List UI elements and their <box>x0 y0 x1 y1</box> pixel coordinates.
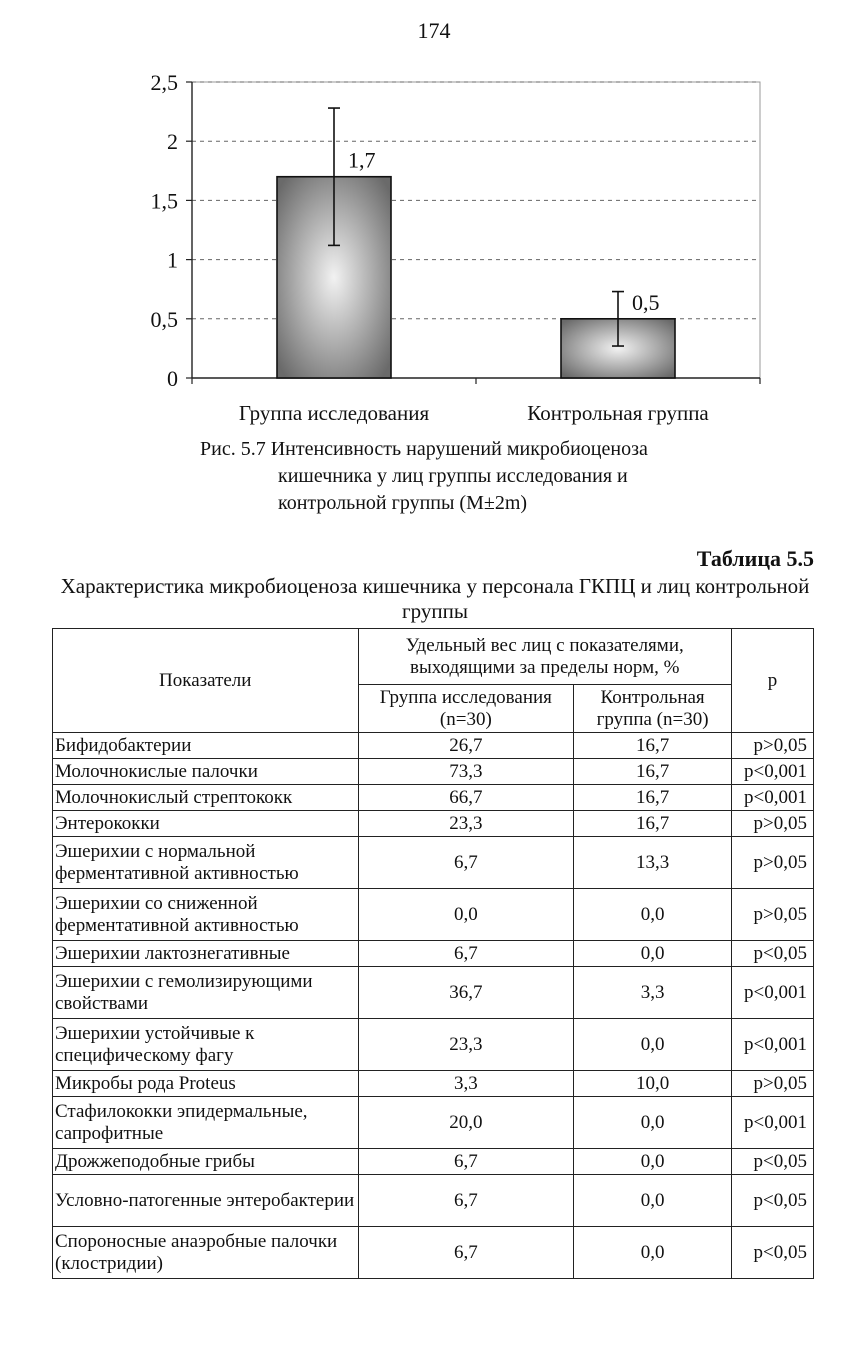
x-tick-label: Контрольная группа <box>527 401 709 425</box>
y-tick-label: 1 <box>167 247 178 273</box>
row-p-value: р>0,05 <box>732 889 814 941</box>
row-control-value: 16,7 <box>574 759 732 785</box>
row-indicator: Эшерихии устойчивые к специфическому фагу <box>53 1019 359 1071</box>
table-row <box>53 837 814 889</box>
row-study-value: 23,3 <box>358 1019 574 1071</box>
row-indicator: Спороносные анаэробные палочки (клостридии) <box>53 1227 359 1279</box>
figure-caption-line: контрольной группы (M±2m) <box>278 492 528 514</box>
table-row <box>53 1149 814 1175</box>
row-p-value: р<0,05 <box>732 1175 814 1227</box>
table-row <box>53 1071 814 1097</box>
header-study-group: Группа исследования (n=30) <box>358 685 574 733</box>
x-tick-label: Группа исследования <box>238 401 430 425</box>
row-indicator: Дрожжеподобные грибы <box>53 1149 359 1175</box>
row-control-value: 13,3 <box>574 837 732 889</box>
row-control-value: 16,7 <box>574 733 732 759</box>
row-control-value: 0,0 <box>574 1227 732 1279</box>
table-row <box>53 941 814 967</box>
y-tick-label: 1,5 <box>150 188 178 214</box>
y-tick-label: 2,5 <box>150 70 178 95</box>
table-row <box>53 811 814 837</box>
row-study-value: 20,0 <box>358 1097 574 1149</box>
header-p: р <box>732 629 814 733</box>
row-indicator: Бифидобактерии <box>53 733 359 759</box>
table-row <box>53 967 814 1019</box>
row-study-value: 6,7 <box>358 1149 574 1175</box>
row-p-value: р<0,001 <box>732 759 814 785</box>
row-study-value: 0,0 <box>358 889 574 941</box>
table-title: Характеристика микробиоценоза кишечника у персонала ГКПЦ и лиц контрольной группы <box>60 574 810 623</box>
header-share: Удельный вес лиц с показателями, выходящими за пределы норм, % <box>358 629 731 685</box>
row-indicator: Эшерихии лактознегативные <box>53 941 359 967</box>
row-indicator: Молочнокислый стрептококк <box>53 785 359 811</box>
row-study-value: 6,7 <box>358 1175 574 1227</box>
row-indicator: Микробы рода Proteus <box>53 1071 359 1097</box>
table-row <box>53 1097 814 1149</box>
row-study-value: 26,7 <box>358 733 574 759</box>
row-control-value: 0,0 <box>574 941 732 967</box>
figure-caption-line: кишечника у лиц группы исследования и <box>278 465 628 487</box>
row-p-value: р<0,001 <box>732 1097 814 1149</box>
row-study-value: 23,3 <box>358 811 574 837</box>
table-label: Таблица 5.5 <box>696 546 814 571</box>
row-p-value: р<0,001 <box>732 1019 814 1071</box>
row-study-value: 6,7 <box>358 837 574 889</box>
row-p-value: р<0,05 <box>732 1227 814 1279</box>
row-control-value: 0,0 <box>574 889 732 941</box>
y-tick-label: 2 <box>167 129 178 155</box>
row-control-value: 0,0 <box>574 1019 732 1071</box>
microbiocenosis-table <box>52 628 814 1279</box>
header-indicator: Показатели <box>53 629 359 733</box>
figure-caption-line: Рис. 5.7 Интенсивность нарушений микробиоценоза <box>200 438 648 460</box>
row-indicator: Эшерихии со сниженной ферментативной активностью <box>53 889 359 941</box>
row-study-value: 6,7 <box>358 941 574 967</box>
row-indicator: Эшерихии с нормальной ферментативной активностью <box>53 837 359 889</box>
row-control-value: 16,7 <box>574 811 732 837</box>
row-indicator: Энтерококки <box>53 811 359 837</box>
row-p-value: р<0,001 <box>732 785 814 811</box>
table-row <box>53 1175 814 1227</box>
row-control-value: 0,0 <box>574 1149 732 1175</box>
table-row <box>53 1019 814 1071</box>
row-p-value: р<0,05 <box>732 1149 814 1175</box>
table-row <box>53 759 814 785</box>
row-control-value: 16,7 <box>574 785 732 811</box>
row-indicator: Молочнокислые палочки <box>53 759 359 785</box>
table-row <box>53 1227 814 1279</box>
table-row <box>53 889 814 941</box>
data-label: 1,7 <box>348 147 376 173</box>
row-control-value: 0,0 <box>574 1097 732 1149</box>
row-study-value: 3,3 <box>358 1071 574 1097</box>
row-study-value: 73,3 <box>358 759 574 785</box>
data-label: 0,5 <box>632 289 660 315</box>
table-row <box>53 733 814 759</box>
row-indicator: Стафилококки эпидермальные, сапрофитные <box>53 1097 359 1149</box>
row-study-value: 66,7 <box>358 785 574 811</box>
table-row <box>53 785 814 811</box>
page-number: 174 <box>417 18 451 43</box>
row-control-value: 3,3 <box>574 967 732 1019</box>
y-tick-label: 0 <box>167 366 178 391</box>
row-control-value: 10,0 <box>574 1071 732 1097</box>
header-control-group: Контрольная группа (n=30) <box>574 685 732 733</box>
row-p-value: р>0,05 <box>732 1071 814 1097</box>
y-tick-label: 0,5 <box>150 306 178 332</box>
row-p-value: р>0,05 <box>732 733 814 759</box>
row-study-value: 36,7 <box>358 967 574 1019</box>
row-p-value: р>0,05 <box>732 837 814 889</box>
row-study-value: 6,7 <box>358 1227 574 1279</box>
row-indicator: Условно-патогенные энтеробактерии <box>53 1175 359 1227</box>
row-p-value: р<0,05 <box>732 941 814 967</box>
row-p-value: р>0,05 <box>732 811 814 837</box>
bar-chart <box>0 0 868 440</box>
figure-caption <box>200 436 760 517</box>
row-indicator: Эшерихии с гемолизирующими свойствами <box>53 967 359 1019</box>
row-control-value: 0,0 <box>574 1175 732 1227</box>
row-p-value: р<0,001 <box>732 967 814 1019</box>
